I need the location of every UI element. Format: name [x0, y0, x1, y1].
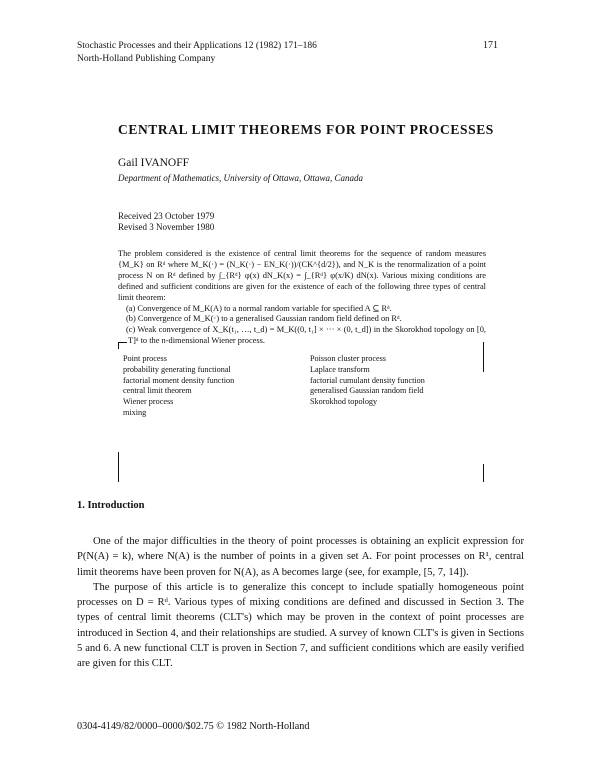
abstract-item-c: (c) Weak convergence of X_K(t₁, …, t_d) = M_K((0, t₁] × ··· × (0, t_d]) in the Skorokhod topology on [0, T]ᵈ to the n-dimensional Wiener process. [126, 325, 486, 346]
bracket-top-right [483, 342, 484, 372]
keyword: Skorokhod topology [310, 397, 378, 407]
abstract-intro: The problem considered is the existence of central limit theorems for the sequence of random measures {M_K} on Rᵈ where M_K(·) = (N_K(·) − EN_K(·))/(CK^{d/2}), and N_K is the renormalization of a point process N on Rᵈ defined by ∫_{Rᵈ} φ(x) dN_K(x) = ∫_{Rᵈ} φ(x/K) dN(x). Various mixing conditions are defined and sufficient conditions are given for the existence of each of the following three types of central limit theorem: [118, 249, 486, 302]
keyword: factorial cumulant density function [310, 375, 425, 385]
journal-citation: Stochastic Processes and their Applications 12 (1982) 171–186 [77, 41, 317, 51]
keyword: Laplace transform [310, 364, 370, 374]
abstract-item-a: (a) Convergence of M_K(A) to a normal random variable for specified A ⊆ Rᵈ. [126, 303, 392, 313]
journal-header [77, 40, 317, 66]
abstract-item-b: (b) Convergence of M_K(·) to a generalised Gaussian random field defined on Rᵈ. [126, 314, 402, 324]
keyword: Wiener process [123, 397, 174, 407]
keywords-left-column [123, 354, 234, 419]
keywords-box [118, 342, 484, 482]
bracket-bottom-left [118, 452, 119, 482]
article-title: CENTRAL LIMIT THEOREMS FOR POINT PROCESSES [118, 122, 494, 137]
keyword: factorial moment density function [123, 375, 235, 385]
revised-date: Revised 3 November 1980 [118, 222, 215, 232]
bracket-top-left [118, 342, 127, 349]
keyword: Point process [123, 354, 167, 363]
keyword: probability generating functional [123, 364, 231, 374]
keyword: generalised Gaussian random field [310, 386, 424, 396]
body-paragraph: One of the major difficulties in the theory of point processes is obtaining an explicit expression for P(N(A) = k), where N(A) is the number of points in a given set A. For point processes on R¹, central limit theorems have been proven for N(A), as A becomes large (see, for example, [5, 7, 14]). [77, 536, 524, 578]
bracket-bottom-right [483, 464, 484, 482]
received-date: Received 23 October 1979 [118, 211, 215, 221]
keyword: central limit theorem [123, 386, 192, 396]
body-paragraph: The purpose of this article is to generalize this concept to include spatially homogeneous point processes on D = Rᵈ. Various types of mixing conditions are defined and discussed in Section 3. The types of central limit theorems (CLT's) which may be proven in the context of point processes are introduced in Section 4, and their relationships are studied. A survey of known CLT's is given in Sections 5 and 6. A new functional CLT is proven in Section 7, and sufficient conditions which are easily verified are given for this CLT. [77, 581, 524, 670]
submission-dates [118, 211, 214, 233]
abstract [118, 249, 486, 347]
author-name: Gail IVANOFF [118, 157, 190, 169]
keywords-right-column [310, 354, 425, 408]
keyword: Poisson cluster process [310, 354, 386, 363]
page-number: 171 [483, 40, 498, 51]
section-heading: 1. Introduction [77, 500, 145, 511]
publisher-name: North-Holland Publishing Company [77, 54, 216, 64]
introduction-body [77, 534, 524, 672]
keyword: mixing [123, 407, 147, 417]
copyright-footer: 0304-4149/82/0000–0000/$02.75 © 1982 North-Holland [77, 721, 310, 732]
author-affiliation: Department of Mathematics, University of Ottawa, Ottawa, Canada [118, 173, 363, 183]
